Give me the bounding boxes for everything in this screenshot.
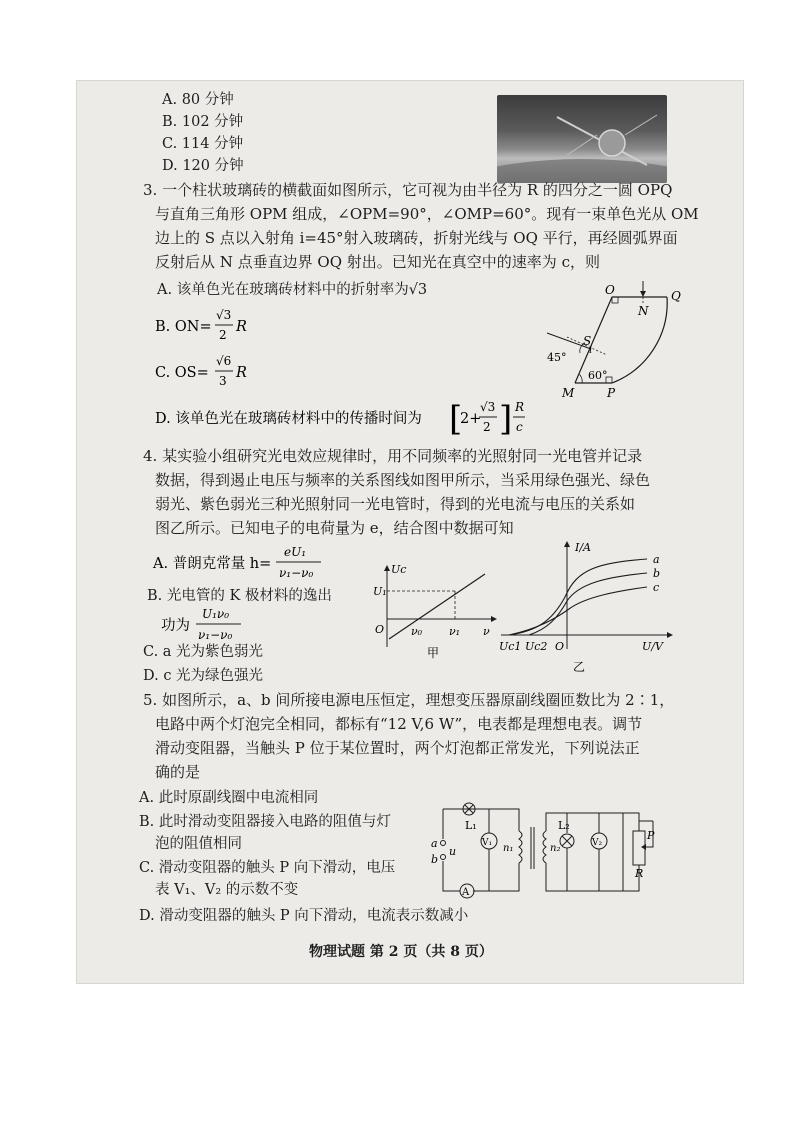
- svg-text:O: O: [555, 640, 565, 653]
- svg-text:i: i: [589, 345, 593, 356]
- svg-text:M: M: [562, 386, 575, 400]
- q4-stem-line-4: 图乙所示。已知电子的电荷量为 e，结合图中数据可知: [155, 519, 514, 537]
- satellite-photo: [497, 95, 667, 183]
- svg-text:Uc: Uc: [391, 563, 407, 576]
- svg-text:V₂: V₂: [592, 838, 603, 848]
- q3-stem-line-3: 边上的 S 点以入射角 i=45°射入玻璃砖，折射光线与 OQ 平行，再经圆弧界面: [155, 229, 678, 247]
- q4-option-b-formula: [153, 603, 303, 647]
- q3-option-a: A. 该单色光在玻璃砖材料中的折射率为√3: [157, 282, 428, 298]
- svg-text:n₁: n₁: [503, 843, 514, 854]
- svg-text:b: b: [653, 567, 661, 580]
- svg-text:eU₁: eU₁: [284, 545, 307, 559]
- satellite-icon: [497, 95, 667, 183]
- exam-page: [76, 80, 744, 984]
- svg-text:b: b: [431, 853, 439, 866]
- svg-text:B. ON=: B. ON=: [155, 319, 212, 335]
- svg-text:P: P: [647, 829, 655, 842]
- svg-text:ν: ν: [483, 625, 490, 638]
- q3-stem-line-4: 反射后从 N 点垂直边界 OQ 射出。已知光在真空中的速率为 c，则: [155, 253, 600, 271]
- q5-stem-line-1: 5. 如图所示，a、b 间所接电源电压恒定，理想变压器原副线圈匝数比为 2∶1，: [143, 691, 675, 709]
- svg-text:O: O: [375, 623, 385, 636]
- q2-option-c: C. 114 分钟: [162, 136, 244, 152]
- q4-stem-line-1: 4. 某实验小组研究光电效应规律时，用不同频率的光照射同一光电管并记录: [143, 447, 643, 465]
- svg-text:A. 普朗克常量 h=: A. 普朗克常量 h=: [153, 556, 272, 572]
- svg-text:R: R: [515, 400, 525, 414]
- q3-option-c: [153, 351, 263, 393]
- svg-text:Uc2: Uc2: [525, 640, 548, 653]
- q4-graph-jia: [367, 561, 497, 661]
- svg-text:ν₁−ν₀: ν₁−ν₀: [198, 628, 233, 642]
- svg-text:功为: 功为: [161, 618, 190, 634]
- svg-text:a: a: [653, 553, 660, 566]
- q5-stem-line-4: 确的是: [155, 763, 201, 781]
- svg-text:乙: 乙: [573, 660, 586, 674]
- svg-text:R: R: [635, 867, 644, 880]
- svg-text:O: O: [605, 283, 615, 297]
- q4-graph-yi: [497, 539, 677, 679]
- q5-option-a: A. 此时原副线圈中电流相同: [139, 790, 319, 806]
- q3-stem-line-1: 3. 一个柱状玻璃砖的横截面如图所示，它可视为由半径为 R 的四分之一圆 OPQ: [143, 181, 673, 199]
- svg-text:n₂: n₂: [550, 843, 561, 854]
- svg-text:u: u: [449, 845, 457, 858]
- svg-text:Uc1: Uc1: [499, 640, 522, 653]
- svg-text:ν₀: ν₀: [411, 625, 423, 638]
- svg-text:L₁: L₁: [465, 819, 477, 832]
- q5-option-d: D. 滑动变阻器的触头 P 向下滑动，电流表示数减小: [139, 908, 469, 924]
- svg-text:]: ]: [499, 399, 513, 439]
- svg-text:V₁: V₁: [482, 838, 493, 848]
- svg-text:60°: 60°: [588, 369, 608, 382]
- q4-stem-line-2: 数据，得到遏止电压与频率的关系图线如图甲所示，当采用绿色强光、绿色: [155, 471, 651, 489]
- q4-option-b: B. 光电管的 K 极材料的逸出: [147, 588, 332, 604]
- q2-option-b: B. 102 分钟: [162, 114, 244, 130]
- svg-text:2: 2: [483, 420, 491, 434]
- svg-text:C. OS=: C. OS=: [155, 365, 209, 381]
- svg-text:N: N: [638, 304, 649, 318]
- svg-text:c: c: [653, 581, 660, 594]
- q4-option-d: D. c 光为绿色强光: [143, 668, 264, 684]
- svg-text:ν₁−ν₀: ν₁−ν₀: [279, 566, 314, 580]
- svg-text:甲: 甲: [427, 646, 440, 660]
- q4-option-a: [151, 541, 381, 585]
- svg-text:I/A: I/A: [575, 541, 591, 554]
- svg-text:a: a: [431, 837, 438, 850]
- svg-text:P: P: [607, 386, 616, 400]
- q5-circuit-figure: [427, 791, 657, 903]
- page-footer: 物理试题 第 2 页（共 8 页）: [309, 944, 493, 960]
- q3-stem-line-2: 与直角三角形 OPM 组成，∠OPM=90°，∠OMP=60°。现有一束单色光从 OM: [155, 205, 699, 223]
- svg-text:U/V: U/V: [642, 640, 663, 653]
- svg-text:S: S: [583, 334, 592, 348]
- svg-text:√3: √3: [216, 308, 232, 322]
- svg-text:2: 2: [219, 328, 227, 342]
- svg-text:2+: 2+: [460, 411, 482, 427]
- svg-text:D. 该单色光在玻璃砖材料中的传播时间为: D. 该单色光在玻璃砖材料中的传播时间为: [155, 411, 422, 427]
- svg-text:L₂: L₂: [558, 819, 570, 832]
- svg-text:c: c: [516, 420, 523, 434]
- q3-glass-figure: [507, 281, 707, 406]
- q5-option-c-line-1: C. 滑动变阻器的触头 P 向下滑动，电压: [139, 860, 396, 876]
- svg-text:3: 3: [219, 374, 227, 388]
- q3-option-b: [153, 305, 263, 347]
- q2-option-d: D. 120 分钟: [162, 158, 244, 174]
- svg-text:R: R: [236, 365, 247, 381]
- q5-stem-line-3: 滑动变阻器，当触头 P 位于某位置时，两个灯泡都正常发光，下列说法正: [155, 739, 640, 757]
- q5-option-b-line-2: 泡的阻值相同: [155, 836, 242, 852]
- q4-stem-line-3: 弱光、紫色弱光三种光照射同一光电管时，得到的光电流与电压的关系如: [155, 495, 636, 513]
- q5-option-c-line-2: 表 V₁、V₂ 的示数不变: [155, 882, 299, 898]
- svg-text:R: R: [236, 319, 247, 335]
- svg-text:√6: √6: [216, 354, 232, 368]
- svg-text:45°: 45°: [547, 351, 567, 364]
- q5-stem-line-2: 电路中两个灯泡完全相同，都标有“12 V,6 W”，电表都是理想电表。调节: [155, 715, 643, 733]
- svg-text:ν₁: ν₁: [449, 625, 461, 638]
- svg-text:√3: √3: [480, 400, 496, 414]
- svg-text:A: A: [462, 887, 470, 898]
- svg-text:[: [: [449, 399, 463, 439]
- svg-text:Q: Q: [671, 289, 681, 303]
- svg-text:U₁ν₀: U₁ν₀: [202, 607, 230, 621]
- svg-text:U₁: U₁: [373, 585, 387, 598]
- q4-option-c: C. a 光为紫色弱光: [143, 644, 264, 660]
- q5-option-b-line-1: B. 此时滑动变阻器接入电路的阻值与灯: [139, 814, 391, 830]
- q2-option-a: A. 80 分钟: [162, 92, 234, 108]
